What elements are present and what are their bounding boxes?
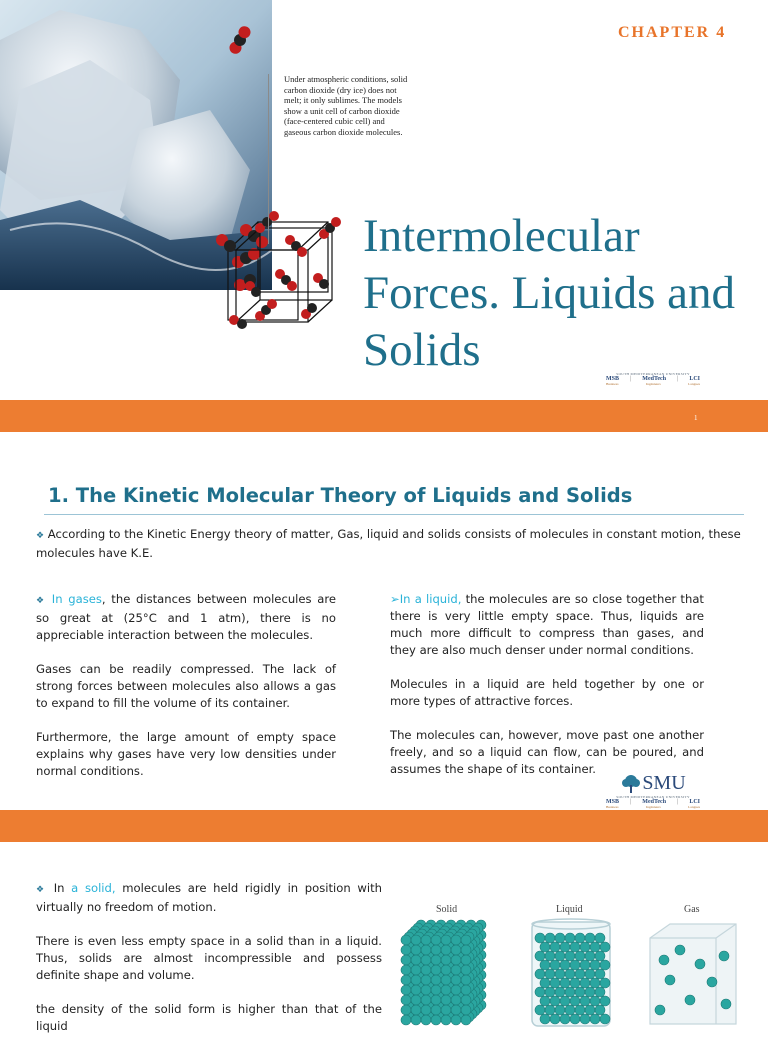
liquid-molecule: [590, 960, 600, 970]
solid-label: Solid: [436, 904, 458, 915]
solids-lead-prefix: In: [53, 881, 72, 895]
liquids-paragraph-2: Molecules in a liquid are held together by one or more types of attractive forces.: [390, 677, 704, 708]
logo-school-medtech: MedTech: [642, 799, 667, 805]
liquid-molecule: [545, 1005, 555, 1015]
liquid-molecule: [600, 960, 610, 970]
solid-molecule: [401, 975, 411, 985]
gas-molecule: [665, 975, 675, 985]
gas-molecule: [655, 1005, 665, 1015]
gas-molecule: [721, 999, 731, 1009]
liquid-molecule: [535, 951, 545, 961]
liquid-molecule: [595, 987, 605, 997]
solid-state-illustration: [398, 922, 498, 1024]
gas-molecule: [659, 955, 669, 965]
solid-molecule: [441, 945, 451, 955]
liquids-paragraph-1: [390, 591, 704, 659]
liquid-molecule: [535, 987, 545, 997]
solid-molecule: [401, 1005, 411, 1015]
logo-sub-business: Business: [606, 805, 619, 809]
solid-molecule: [451, 1005, 461, 1015]
liquid-molecule: [585, 951, 595, 961]
logo-university-name: SOUTH MEDITERRANEAN UNIVERSITY: [616, 372, 690, 376]
gases-column: [36, 591, 336, 797]
liquid-molecule: [535, 933, 545, 943]
liquid-molecule: [550, 1014, 560, 1024]
liquid-molecule: [590, 1014, 600, 1024]
solid-molecule: [421, 965, 431, 975]
solid-molecule: [461, 935, 471, 945]
solid-molecule: [441, 965, 451, 975]
liquid-molecule: [550, 978, 560, 988]
liquid-molecule: [595, 933, 605, 943]
solid-molecule: [421, 935, 431, 945]
solid-molecule: [421, 1005, 431, 1015]
liquid-molecule: [585, 1005, 595, 1015]
liquid-molecule: [600, 1014, 610, 1024]
solid-molecule: [461, 1005, 471, 1015]
solids-text: [36, 880, 382, 1052]
solid-molecule: [431, 945, 441, 955]
solid-molecule: [421, 945, 431, 955]
solid-molecule: [441, 995, 451, 1005]
solid-molecule: [411, 985, 421, 995]
chapter-label: CHAPTER 4: [618, 24, 727, 41]
solid-molecule: [461, 965, 471, 975]
logo-sub-langues: Langues: [688, 382, 700, 386]
liquid-molecule: [600, 996, 610, 1006]
liquid-molecule: [575, 951, 585, 961]
intro-text: According to the Kinetic Energy theory of matter, Gas, liquid and solids consists of molecules in constant motion, these molecules have K.E.: [36, 527, 741, 560]
logo-school-lci: LCI: [689, 799, 700, 805]
solid-molecule: [411, 975, 421, 985]
solid-molecule: [411, 965, 421, 975]
solid-molecule: [411, 1005, 421, 1015]
logo-school-msb: MSB: [606, 799, 620, 805]
liquid-molecule: [585, 987, 595, 997]
liquid-molecule: [570, 960, 580, 970]
liquid-state-illustration: [526, 916, 616, 1024]
liquid-molecule: [580, 978, 590, 988]
liquid-molecule: [580, 996, 590, 1006]
liquid-molecule: [590, 942, 600, 952]
gas-molecule: [685, 995, 695, 1005]
liquid-molecule: [555, 987, 565, 997]
solid-molecule: [411, 945, 421, 955]
liquid-molecule: [570, 996, 580, 1006]
liquid-molecule: [590, 978, 600, 988]
gases-paragraph-3: Furthermore, the large amount of empty space explains why gases have very low densities under normal conditions.: [36, 730, 336, 778]
smu-wordmark: SMU: [642, 772, 686, 794]
solid-molecule: [401, 965, 411, 975]
solid-molecule: [451, 965, 461, 975]
liquid-molecule: [560, 1014, 570, 1024]
solid-molecule: [431, 1005, 441, 1015]
liquid-molecule: [545, 969, 555, 979]
solid-molecule: [441, 935, 451, 945]
liquid-molecule: [555, 933, 565, 943]
solid-molecule: [411, 955, 421, 965]
gas-molecule: [695, 959, 705, 969]
liquid-molecule: [550, 942, 560, 952]
solid-molecule: [451, 935, 461, 945]
liquid-molecule: [540, 978, 550, 988]
liquid-molecule: [560, 942, 570, 952]
liquid-molecule: [580, 1014, 590, 1024]
liquid-molecule: [600, 942, 610, 952]
solid-molecule: [431, 965, 441, 975]
heading-underline: [44, 514, 744, 515]
solids-paragraph-1: [36, 880, 382, 916]
solid-molecule: [411, 995, 421, 1005]
liquid-molecule: [555, 951, 565, 961]
logo-sub-business: Business: [606, 382, 619, 386]
liquid-molecule: [565, 987, 575, 997]
section-heading: 1. The Kinetic Molecular Theory of Liquids and Solids: [48, 484, 633, 507]
solid-molecule: [461, 945, 471, 955]
solid-molecule: [431, 955, 441, 965]
solids-text-1: molecules are held rigidly in position with virtually no freedom of motion.: [36, 881, 382, 914]
liquid-molecule: [570, 1014, 580, 1024]
solid-molecule: [461, 995, 471, 1005]
logo-school-lci: LCI: [689, 376, 700, 382]
solid-molecule: [441, 985, 451, 995]
solid-molecule: [451, 1015, 461, 1025]
solid-molecule: [421, 955, 431, 965]
liquid-molecule: [595, 1005, 605, 1015]
solid-molecule: [461, 955, 471, 965]
solids-paragraph-2: There is even less empty space in a solid than in a liquid. Thus, solids are almost incompressible and possess definite shape and volume.: [36, 934, 382, 982]
solid-molecule: [421, 1015, 431, 1025]
liquid-molecule: [545, 933, 555, 943]
liquid-molecule: [575, 987, 585, 997]
liquid-molecule: [580, 942, 590, 952]
liquids-paragraph-3: The molecules can, however, move past one another freely, and so a liquid can flow, can be poured, and assumes the shape of its container.: [390, 728, 704, 776]
solid-molecule: [401, 995, 411, 1005]
liquid-molecule: [555, 969, 565, 979]
solid-molecule: [441, 1015, 451, 1025]
solid-molecule: [431, 935, 441, 945]
co2-unit-cell-model: [220, 210, 350, 340]
solid-molecule: [441, 975, 451, 985]
liquid-molecule: [570, 942, 580, 952]
solid-molecule: [451, 975, 461, 985]
content-slide-solids: [0, 866, 768, 1033]
liquid-molecule: [595, 969, 605, 979]
liquid-molecule: [560, 960, 570, 970]
solid-highlight: a solid,: [71, 881, 116, 895]
gases-highlight: In gases: [51, 592, 102, 606]
liquid-molecule: [540, 996, 550, 1006]
liquids-column: [390, 591, 704, 795]
liquid-molecule: [565, 1005, 575, 1015]
solid-molecule: [431, 995, 441, 1005]
arrow-bullet-icon: ➢: [390, 592, 400, 606]
solid-molecule: [431, 975, 441, 985]
liquid-molecule: [600, 978, 610, 988]
liquid-molecule: [560, 978, 570, 988]
diamond-bullet-icon: ❖: [36, 596, 47, 606]
liquid-molecule: [560, 996, 570, 1006]
liquids-text-1: the molecules are so close together that there is very little empty space. Thus, liquids are much more difficult to compress than gases, and they are also much denser under normal conditions.: [390, 592, 704, 657]
liquid-molecule: [545, 951, 555, 961]
tree-icon: [620, 774, 642, 794]
solid-molecule: [451, 945, 461, 955]
solid-molecule: [421, 975, 431, 985]
liquid-molecule: [585, 933, 595, 943]
page-number: 1: [694, 414, 698, 422]
figure-caption: Under atmospheric conditions, solid carbon dioxide (dry ice) does not melt; it only sublimes. The models show a unit cell of carbon dioxide (face-centered cubic cell) and gaseous carbon dioxide molecules.: [284, 74, 408, 137]
liquid-molecule: [535, 1005, 545, 1015]
logo-sub-langues: Langues: [688, 805, 700, 809]
diamond-bullet-icon: ❖: [36, 531, 45, 541]
solid-molecule: [421, 985, 431, 995]
intro-paragraph: [36, 526, 752, 562]
solid-molecule: [401, 935, 411, 945]
liquid-molecule: [585, 969, 595, 979]
content-slide-kinetic-theory: [0, 432, 768, 810]
solid-molecule: [461, 975, 471, 985]
title-slide: [0, 0, 768, 400]
logo-school-medtech: MedTech: [642, 376, 667, 382]
liquid-molecule: [540, 960, 550, 970]
gas-state-illustration: [640, 920, 740, 1024]
liquid-molecule: [565, 969, 575, 979]
gas-molecule: [675, 945, 685, 955]
liquid-molecule: [550, 996, 560, 1006]
caption-divider: [268, 74, 269, 244]
solid-molecule: [421, 995, 431, 1005]
solid-molecule: [441, 955, 451, 965]
slide-title: Intermolecular Forces. Liquids and Solids: [363, 210, 736, 376]
liquid-molecule: [575, 933, 585, 943]
gas-molecule: [707, 977, 717, 987]
liquid-label: Liquid: [556, 904, 583, 915]
solid-molecule: [411, 935, 421, 945]
gases-paragraph-2: Gases can be readily compressed. The lack of strong forces between molecules also allows a gas to expand to fill the volume of its container.: [36, 662, 336, 710]
liquid-molecule: [565, 933, 575, 943]
diamond-bullet-icon: ❖: [36, 885, 48, 895]
logo-sub-ingenieurs: Ingénieurs: [645, 805, 661, 809]
solid-molecule: [441, 1005, 451, 1015]
university-logo: SOUTH MEDITERRANEAN UNIVERSITY MSB | MedTech | LCI Business Ingénieurs Langues: [606, 372, 700, 386]
gas-label: Gas: [684, 904, 700, 915]
logo-school-msb: MSB: [606, 376, 620, 382]
liquid-molecule: [575, 969, 585, 979]
slide-divider-bar: [0, 400, 768, 432]
liquid-molecule: [580, 960, 590, 970]
liquid-molecule: [590, 996, 600, 1006]
gases-text-1: , the distances between molecules are so great at (25°C and 1 atm), there is no appreciable interaction between the molecules.: [36, 592, 336, 642]
liquid-molecule: [565, 951, 575, 961]
solid-molecule: [401, 985, 411, 995]
liquid-highlight: In a liquid,: [399, 592, 462, 606]
liquid-molecule: [540, 942, 550, 952]
solid-molecule: [461, 1015, 471, 1025]
logo-university-name: SOUTH MEDITERRANEAN UNIVERSITY: [616, 795, 690, 799]
liquid-molecule: [550, 960, 560, 970]
liquid-molecule: [595, 951, 605, 961]
smu-logo: SMU SOUTH MEDITERRANEAN UNIVERSITY MSB | MedTech | LCI Business Ingénieurs Langues: [606, 772, 700, 809]
slide-divider-bar: [0, 810, 768, 842]
page-number: 2: [694, 848, 698, 856]
liquid-molecule: [575, 1005, 585, 1015]
solid-molecule: [451, 995, 461, 1005]
liquid-molecule: [540, 1014, 550, 1024]
liquid-molecule: [570, 978, 580, 988]
gases-paragraph-1: [36, 591, 336, 644]
solid-molecule: [451, 985, 461, 995]
solid-molecule: [401, 1015, 411, 1025]
solids-paragraph-3: the density of the solid form is higher than that of the liquid: [36, 1002, 382, 1033]
solid-molecule: [431, 985, 441, 995]
liquid-molecule: [545, 987, 555, 997]
solid-molecule: [401, 945, 411, 955]
logo-sub-ingenieurs: Ingénieurs: [645, 382, 661, 386]
solid-molecule: [411, 1015, 421, 1025]
solid-molecule: [461, 985, 471, 995]
gas-molecule: [719, 951, 729, 961]
solid-molecule: [451, 955, 461, 965]
solid-molecule: [401, 955, 411, 965]
solid-molecule: [431, 1015, 441, 1025]
liquid-molecule: [555, 1005, 565, 1015]
liquid-molecule: [535, 969, 545, 979]
